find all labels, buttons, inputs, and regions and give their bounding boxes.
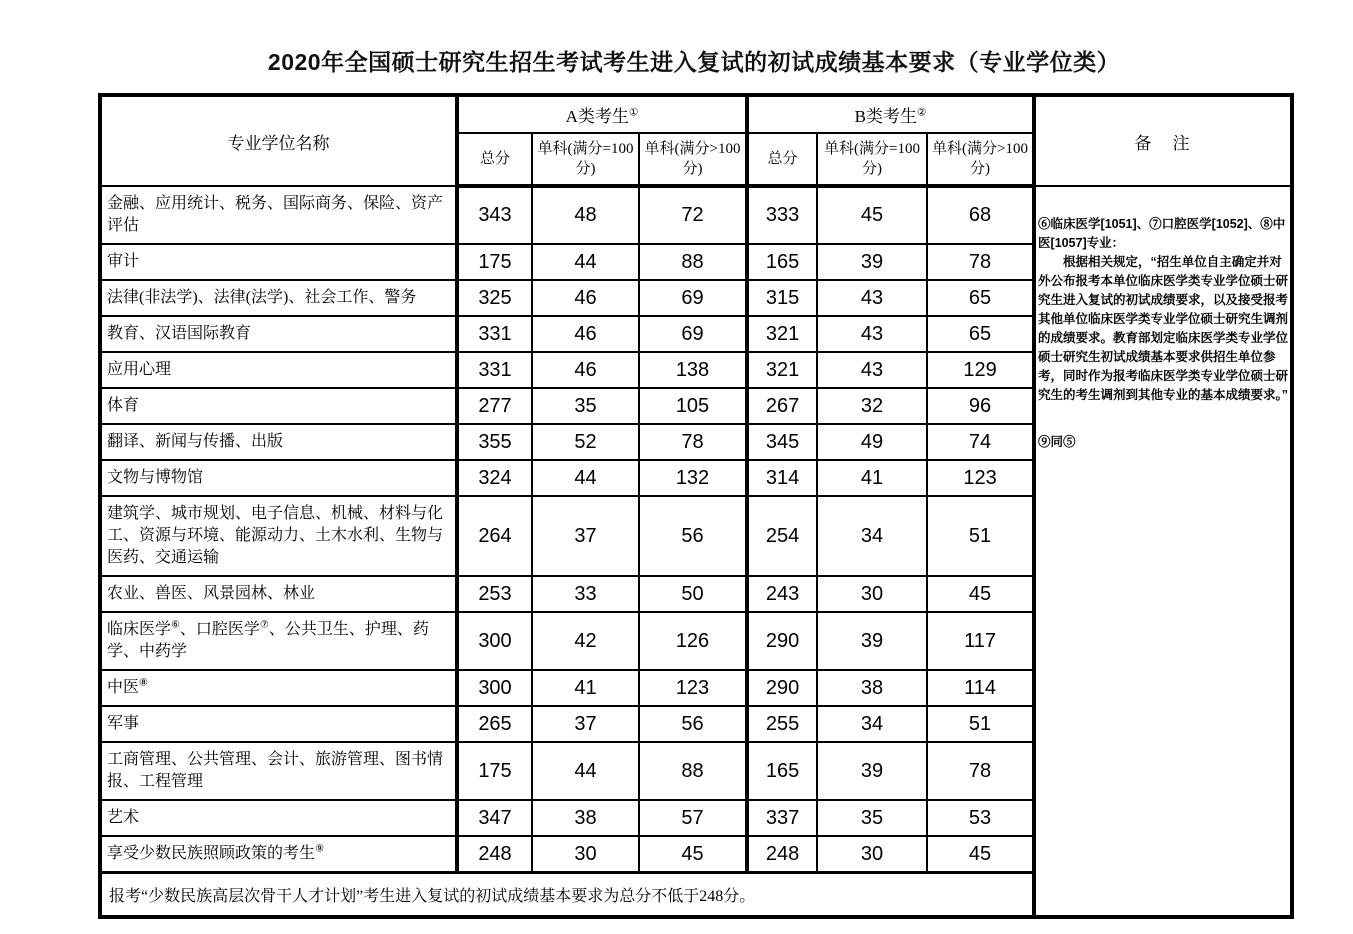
score-b-sub100-cell: 49 [817, 424, 927, 460]
program-name-cell: 艺术 [100, 800, 457, 836]
score-a-sub100-cell: 44 [532, 460, 639, 496]
program-name-cell: 建筑学、城市规划、电子信息、机械、材料与化工、资源与环境、能源动力、土木水利、生物与医药、交通运输 [100, 496, 457, 576]
score-b-sub100-cell: 43 [817, 280, 927, 316]
score-a-total-cell: 248 [457, 836, 532, 873]
score-b-sub100-cell: 39 [817, 742, 927, 800]
score-b-sub100-cell: 34 [817, 496, 927, 576]
score-a-sub100-cell: 44 [532, 742, 639, 800]
score-b-total-cell: 333 [747, 186, 817, 244]
score-b-sub100-cell: 43 [817, 316, 927, 352]
score-b-sub100-cell: 35 [817, 800, 927, 836]
score-a-total-cell: 277 [457, 388, 532, 424]
page-title: 2020年全国硕士研究生招生考试考生进入复试的初试成绩基本要求（专业学位类） [267, 49, 1121, 75]
score-a-subover100-cell: 69 [639, 280, 747, 316]
score-a-subover100-cell: 138 [639, 352, 747, 388]
score-a-total-cell: 175 [457, 742, 532, 800]
score-b-total-cell: 248 [747, 836, 817, 873]
score-a-subover100-cell: 72 [639, 186, 747, 244]
score-b-total-cell: 243 [747, 576, 817, 612]
score-a-sub100-cell: 46 [532, 280, 639, 316]
program-name-cell: 农业、兽医、风景园林、林业 [100, 576, 457, 612]
column-header-a-total: 总分 [457, 133, 532, 186]
score-b-sub100-cell: 30 [817, 836, 927, 873]
score-b-subover100-cell: 123 [927, 460, 1034, 496]
score-a-subover100-cell: 126 [639, 612, 747, 670]
score-b-total-cell: 255 [747, 706, 817, 742]
score-b-subover100-cell: 96 [927, 388, 1034, 424]
score-a-sub100-cell: 37 [532, 706, 639, 742]
program-name-cell: 享受少数民族照顾政策的考生⑨ [100, 836, 457, 873]
table-row [100, 186, 1292, 244]
program-name-cell: 审计 [100, 244, 457, 280]
score-b-subover100-cell: 45 [927, 836, 1034, 873]
score-a-sub100-cell: 42 [532, 612, 639, 670]
score-a-total-cell: 324 [457, 460, 532, 496]
document-body [98, 0, 1290, 919]
score-a-total-cell: 347 [457, 800, 532, 836]
minority-plan-footnote: 报考“少数民族高层次骨干人才计划”考生进入复试的初试成绩基本要求为总分不低于248分。 [100, 873, 1034, 918]
score-b-subover100-cell: 68 [927, 186, 1034, 244]
score-a-subover100-cell: 45 [639, 836, 747, 873]
score-b-subover100-cell: 45 [927, 576, 1034, 612]
score-b-total-cell: 165 [747, 244, 817, 280]
score-a-sub100-cell: 30 [532, 836, 639, 873]
score-b-subover100-cell: 117 [927, 612, 1034, 670]
program-name-cell: 工商管理、公共管理、会计、旅游管理、图书情报、工程管理 [100, 742, 457, 800]
score-b-total-cell: 267 [747, 388, 817, 424]
score-b-total-cell: 254 [747, 496, 817, 576]
score-a-total-cell: 265 [457, 706, 532, 742]
remark-note678-heading: ⑥临床医学[1051]、⑦口腔医学[1052]、⑧中医[1057]专业： [1038, 217, 1286, 250]
program-name-cell: 临床医学⑥、口腔医学⑦、公共卫生、护理、药学、中药学 [100, 612, 457, 670]
score-b-subover100-cell: 114 [927, 670, 1034, 706]
score-a-sub100-cell: 46 [532, 316, 639, 352]
remark-note678-body: 根据相关规定，“招生单位自主确定并对外公布报考本单位临床医学类专业学位硕士研究生进入复试的初试成绩要求，以及接受报考其他单位临床医学类专业学位硕士研究生调剂的成绩要求。教育部划定临床医学类专业学位硕士研究生初试成绩基本要求供招生单位参考，同时作为报考临床医学类专业学位硕士研究生的考生调剂到其他专业的基本成绩要求。” [1038, 255, 1289, 402]
score-b-total-cell: 314 [747, 460, 817, 496]
score-b-subover100-cell: 78 [927, 244, 1034, 280]
score-a-total-cell: 300 [457, 612, 532, 670]
score-b-subover100-cell: 53 [927, 800, 1034, 836]
score-b-total-cell: 290 [747, 612, 817, 670]
score-b-sub100-cell: 43 [817, 352, 927, 388]
score-b-subover100-cell: 74 [927, 424, 1034, 460]
score-a-subover100-cell: 123 [639, 670, 747, 706]
column-header-remark: 备 注 [1034, 95, 1292, 186]
score-requirements-table [98, 93, 1294, 919]
score-a-sub100-cell: 37 [532, 496, 639, 576]
score-b-sub100-cell: 45 [817, 186, 927, 244]
score-a-total-cell: 300 [457, 670, 532, 706]
program-name-cell: 体育 [100, 388, 457, 424]
score-a-sub100-cell: 38 [532, 800, 639, 836]
score-b-total-cell: 321 [747, 352, 817, 388]
score-a-total-cell: 355 [457, 424, 532, 460]
column-header-program-name: 专业学位名称 [100, 95, 457, 186]
score-b-subover100-cell: 65 [927, 280, 1034, 316]
score-b-sub100-cell: 39 [817, 244, 927, 280]
score-b-total-cell: 290 [747, 670, 817, 706]
score-a-subover100-cell: 78 [639, 424, 747, 460]
score-a-sub100-cell: 35 [532, 388, 639, 424]
score-a-sub100-cell: 33 [532, 576, 639, 612]
score-a-subover100-cell: 69 [639, 316, 747, 352]
score-b-sub100-cell: 34 [817, 706, 927, 742]
program-name-cell: 应用心理 [100, 352, 457, 388]
score-b-subover100-cell: 129 [927, 352, 1034, 388]
score-a-subover100-cell: 88 [639, 244, 747, 280]
group-header-row [100, 95, 1292, 133]
score-a-sub100-cell: 48 [532, 186, 639, 244]
score-a-total-cell: 253 [457, 576, 532, 612]
score-a-total-cell: 175 [457, 244, 532, 280]
remark-note9: ⑨同⑤ [1038, 435, 1076, 449]
program-name-cell: 金融、应用统计、税务、国际商务、保险、资产评估 [100, 186, 457, 244]
remarks-cell [1034, 186, 1292, 917]
score-b-sub100-cell: 30 [817, 576, 927, 612]
score-a-subover100-cell: 132 [639, 460, 747, 496]
score-a-subover100-cell: 105 [639, 388, 747, 424]
score-b-sub100-cell: 39 [817, 612, 927, 670]
column-header-b-subover100: 单科(满分>100分) [927, 133, 1034, 186]
program-name-cell: 军事 [100, 706, 457, 742]
program-name-cell: 翻译、新闻与传播、出版 [100, 424, 457, 460]
column-header-group-b: B类考生② [747, 95, 1034, 133]
score-a-total-cell: 343 [457, 186, 532, 244]
score-a-subover100-cell: 57 [639, 800, 747, 836]
score-b-subover100-cell: 51 [927, 496, 1034, 576]
column-header-b-total: 总分 [747, 133, 817, 186]
program-name-cell: 法律(非法学)、法律(法学)、社会工作、警务 [100, 280, 457, 316]
program-name-cell: 中医⑧ [100, 670, 457, 706]
score-b-total-cell: 337 [747, 800, 817, 836]
program-name-cell: 教育、汉语国际教育 [100, 316, 457, 352]
column-header-a-subover100: 单科(满分>100分) [639, 133, 747, 186]
score-a-total-cell: 325 [457, 280, 532, 316]
score-b-sub100-cell: 38 [817, 670, 927, 706]
score-a-sub100-cell: 44 [532, 244, 639, 280]
program-name-cell: 文物与博物馆 [100, 460, 457, 496]
score-a-total-cell: 331 [457, 352, 532, 388]
score-b-subover100-cell: 78 [927, 742, 1034, 800]
score-b-total-cell: 315 [747, 280, 817, 316]
score-b-subover100-cell: 65 [927, 316, 1034, 352]
score-b-sub100-cell: 41 [817, 460, 927, 496]
score-b-sub100-cell: 32 [817, 388, 927, 424]
score-a-sub100-cell: 46 [532, 352, 639, 388]
score-a-subover100-cell: 50 [639, 576, 747, 612]
column-header-a-sub100: 单科(满分=100分) [532, 133, 639, 186]
score-a-sub100-cell: 41 [532, 670, 639, 706]
score-a-total-cell: 331 [457, 316, 532, 352]
score-a-subover100-cell: 56 [639, 496, 747, 576]
score-b-total-cell: 321 [747, 316, 817, 352]
score-a-total-cell: 264 [457, 496, 532, 576]
score-a-subover100-cell: 56 [639, 706, 747, 742]
score-b-total-cell: 345 [747, 424, 817, 460]
table-body [100, 186, 1292, 917]
column-header-group-a: A类考生① [457, 95, 747, 133]
score-a-subover100-cell: 88 [639, 742, 747, 800]
score-b-total-cell: 165 [747, 742, 817, 800]
score-a-sub100-cell: 52 [532, 424, 639, 460]
score-b-subover100-cell: 51 [927, 706, 1034, 742]
column-header-b-sub100: 单科(满分=100分) [817, 133, 927, 186]
